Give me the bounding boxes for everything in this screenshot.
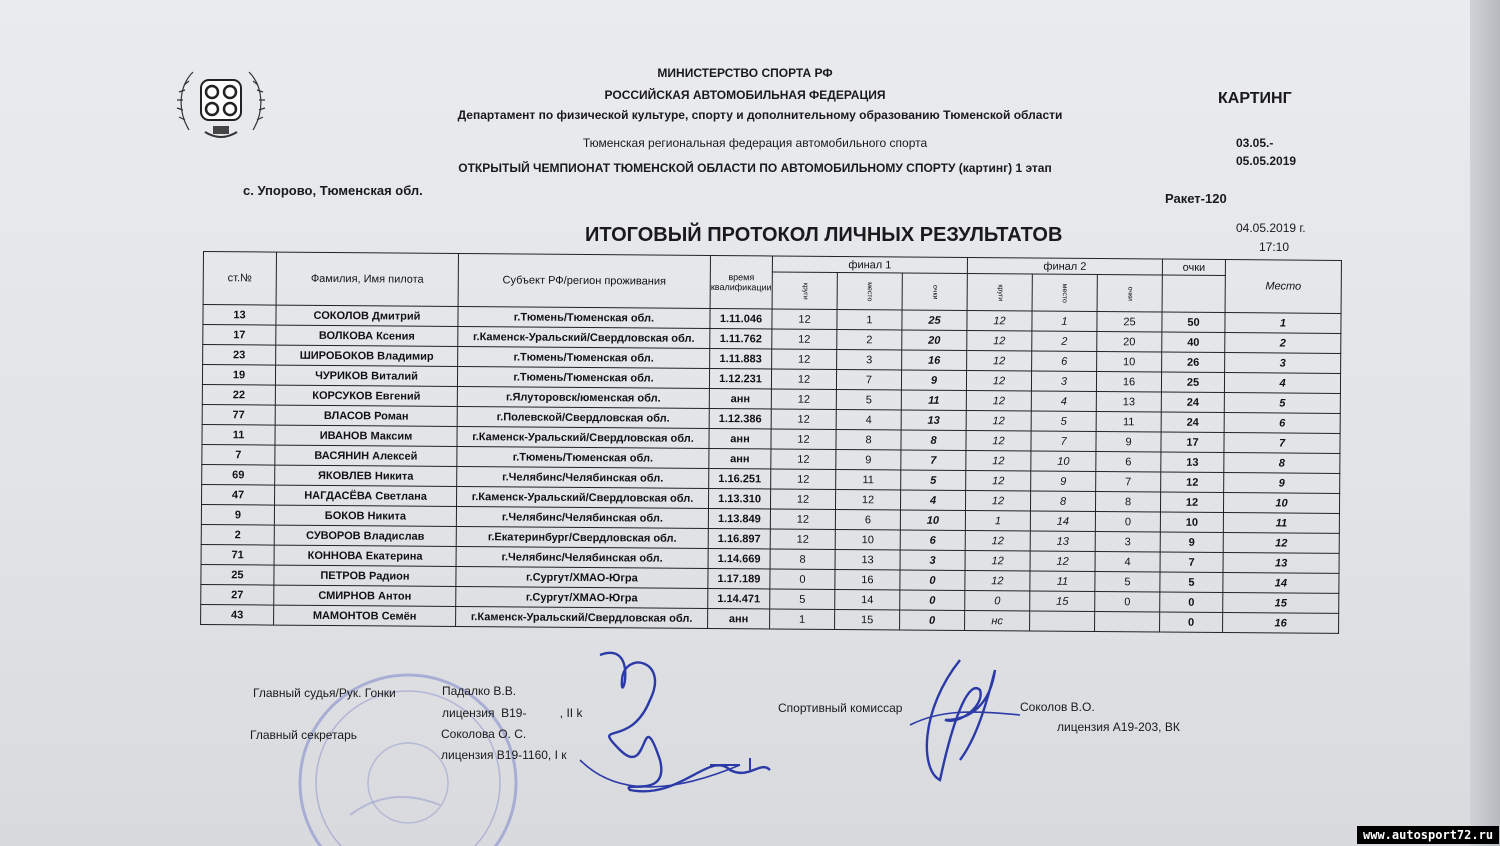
cell-place: 14 bbox=[1223, 573, 1339, 594]
cell-points: 26 bbox=[1162, 352, 1225, 372]
cell-place: 9 bbox=[1224, 473, 1340, 494]
cell-place: 11 bbox=[1223, 513, 1339, 534]
cell-place: 3 bbox=[1225, 353, 1341, 374]
cell-points: 17 bbox=[1161, 432, 1224, 452]
cell-name: СМИРНОВ Антон bbox=[274, 585, 456, 606]
cell-f1-laps: 12 bbox=[771, 409, 836, 430]
cell-f2-points: 11 bbox=[1096, 412, 1161, 433]
cell-f1-place: 9 bbox=[836, 449, 901, 470]
commissioner-license: лицензия А19-203, ВК bbox=[1057, 720, 1180, 734]
cell-number: 23 bbox=[203, 345, 276, 366]
cell-qual-time: 1.17.189 bbox=[708, 568, 770, 588]
cell-region: г.Челябинс/Челябинская обл. bbox=[456, 546, 708, 568]
cell-qual-time: анн bbox=[708, 608, 770, 628]
cell-f1-place: 12 bbox=[835, 489, 900, 510]
cell-f2-laps: 12 bbox=[966, 391, 1031, 412]
cell-name: БОКОВ Никита bbox=[274, 505, 456, 526]
commissioner-label: Спортивный комиссар bbox=[778, 701, 903, 715]
f1-place-header: место bbox=[837, 272, 902, 310]
cell-f2-points: 0 bbox=[1095, 592, 1160, 613]
cell-name: ПЕТРОВ Радион bbox=[274, 565, 456, 586]
cell-f2-points: 10 bbox=[1097, 352, 1162, 373]
cell-name: ВЛАСОВ Роман bbox=[275, 405, 457, 426]
cell-region: г.Тюмень/Тюменская обл. bbox=[458, 347, 710, 369]
chief-judge-signature bbox=[560, 640, 800, 840]
cell-f2-points: 5 bbox=[1095, 572, 1160, 593]
cell-f2-laps: 12 bbox=[966, 371, 1031, 392]
cell-f2-place: 10 bbox=[1031, 451, 1096, 472]
cell-f1-laps: 12 bbox=[771, 429, 836, 450]
cell-qual-time: 1.14.471 bbox=[708, 588, 770, 608]
cell-f1-points: 20 bbox=[902, 330, 967, 351]
cell-f2-points: 8 bbox=[1095, 492, 1160, 513]
cell-f2-place bbox=[1030, 611, 1095, 632]
cell-f1-place: 8 bbox=[836, 429, 901, 450]
location-label: с. Упорово, Тюменская обл. bbox=[243, 183, 423, 198]
cell-name: СУВОРОВ Владислав bbox=[274, 525, 456, 546]
col-number-header: ст.№ bbox=[203, 252, 276, 306]
cell-qual-time: 1.11.762 bbox=[710, 328, 772, 348]
cell-region: г.Сургут/ХМАО-Югра bbox=[456, 586, 708, 608]
cell-qual-time: анн bbox=[709, 448, 771, 468]
cell-f1-points: 3 bbox=[900, 550, 965, 571]
cell-points: 12 bbox=[1161, 492, 1224, 512]
cell-qual-time: 1.14.669 bbox=[708, 548, 770, 568]
cell-region: г.Сургут/ХМАО-Югра bbox=[456, 566, 708, 588]
cell-f1-laps: 12 bbox=[772, 329, 837, 350]
f2-laps-header: круги bbox=[967, 274, 1032, 312]
cell-f1-place: 16 bbox=[835, 569, 900, 590]
cell-f1-points: 9 bbox=[901, 370, 966, 391]
cell-f1-place: 7 bbox=[836, 369, 901, 390]
cell-region: г.Ялуторовск/юменская обл. bbox=[457, 387, 709, 409]
cell-f1-laps: 12 bbox=[771, 449, 836, 470]
cell-qual-time: анн bbox=[709, 388, 771, 408]
col-final1-header: финал 1 bbox=[772, 256, 967, 274]
cell-f1-points: 0 bbox=[900, 610, 965, 631]
chief-judge-label: Главный судья/Рук. Гонки bbox=[253, 686, 396, 700]
cell-f1-laps: 5 bbox=[770, 589, 835, 610]
cell-number: 22 bbox=[202, 384, 275, 405]
cell-f1-place: 4 bbox=[836, 409, 901, 430]
cell-f2-place: 13 bbox=[1030, 531, 1095, 552]
cell-f1-laps: 12 bbox=[770, 509, 835, 530]
cell-number: 7 bbox=[202, 444, 275, 465]
cell-f2-place: 8 bbox=[1030, 491, 1095, 512]
cell-points: 0 bbox=[1160, 592, 1223, 612]
cell-f2-laps: 12 bbox=[967, 311, 1032, 332]
cell-qual-time: 1.12.386 bbox=[709, 408, 771, 428]
cell-f1-points: 6 bbox=[900, 530, 965, 551]
cell-f1-points: 0 bbox=[900, 590, 965, 611]
cell-f2-laps: 0 bbox=[965, 590, 1030, 611]
cell-f1-laps: 12 bbox=[772, 349, 837, 370]
cell-f2-laps: 12 bbox=[966, 450, 1031, 471]
cell-f2-laps: 12 bbox=[965, 550, 1030, 571]
cell-number: 47 bbox=[202, 484, 275, 505]
cell-f2-points bbox=[1095, 612, 1160, 633]
chief-judge-license: лицензия В19- , II k bbox=[442, 706, 583, 720]
col-region-header: Субъект РФ/регион проживания bbox=[458, 254, 710, 309]
dates-end: 05.05.2019 bbox=[1236, 154, 1297, 168]
cell-name: ШИРОБОКОВ Владимир bbox=[276, 345, 458, 366]
cell-f1-points: 5 bbox=[901, 470, 966, 491]
dates-start: 03.05.- bbox=[1236, 136, 1274, 150]
cell-points: 40 bbox=[1162, 332, 1225, 352]
cell-place: 4 bbox=[1224, 373, 1340, 394]
secretary-license: лицензия В19-1160, I к bbox=[441, 748, 567, 762]
cell-f1-points: 25 bbox=[902, 310, 967, 331]
cell-f2-laps: 12 bbox=[967, 351, 1032, 372]
f1-laps-header: круги bbox=[772, 272, 837, 310]
cell-region: г.Каменск-Уральский/Свердловская обл. bbox=[458, 327, 710, 349]
col-final2-header: финал 2 bbox=[967, 258, 1162, 276]
cell-name: ЯКОВЛЕВ Никита bbox=[275, 465, 457, 486]
cell-f1-place: 3 bbox=[837, 349, 902, 370]
cell-f1-points: 4 bbox=[900, 490, 965, 511]
department-title: Департамент по физической культуре, спорту и дополнительному образованию Тюменской области bbox=[457, 108, 1063, 122]
f2-place-header: место bbox=[1032, 274, 1097, 312]
cell-name: ВАСЯНИН Алексей bbox=[275, 445, 457, 466]
cell-qual-time: 1.11.046 bbox=[710, 308, 772, 328]
cell-f1-laps: 12 bbox=[772, 309, 837, 330]
cell-f1-laps: 1 bbox=[770, 609, 835, 630]
cell-place: 16 bbox=[1223, 613, 1339, 634]
cell-qual-time: анн bbox=[709, 428, 771, 448]
col-name-header: Фамилия, Имя пилота bbox=[276, 252, 458, 306]
secretary-label: Главный секретарь bbox=[250, 728, 357, 742]
cell-f1-points: 10 bbox=[900, 510, 965, 531]
cell-name: ВОЛКОВА Ксения bbox=[276, 325, 458, 346]
cell-number: 2 bbox=[201, 524, 274, 545]
cell-f1-points: 7 bbox=[901, 450, 966, 471]
cell-points: 10 bbox=[1160, 512, 1223, 532]
cell-place: 2 bbox=[1225, 333, 1341, 354]
col-qual-header: время квалификации bbox=[710, 255, 772, 308]
protocol-title: ИТОГОВЫЙ ПРОТОКОЛ ЛИЧНЫХ РЕЗУЛЬТАТОВ bbox=[585, 224, 1063, 246]
cell-name: НАГДАСЁВА Светлана bbox=[275, 485, 457, 506]
chief-judge-name: Падалко В.В. bbox=[442, 684, 517, 698]
cell-f2-place: 5 bbox=[1031, 411, 1096, 432]
cell-f2-laps: 12 bbox=[966, 470, 1031, 491]
col-place-header: Место bbox=[1225, 260, 1341, 314]
cell-f2-points: 3 bbox=[1095, 532, 1160, 553]
cell-f2-place: 11 bbox=[1030, 571, 1095, 592]
cell-place: 5 bbox=[1224, 393, 1340, 414]
results-table bbox=[200, 251, 1342, 634]
cell-place: 1 bbox=[1225, 313, 1341, 334]
regional-federation-title: Тюменская региональная федерация автомобильного спорта bbox=[582, 136, 928, 150]
raf-emblem-logo bbox=[175, 60, 267, 148]
cell-points: 24 bbox=[1161, 412, 1224, 432]
cell-f2-laps: нс bbox=[965, 610, 1030, 631]
cell-name: СОКОЛОВ Дмитрий bbox=[276, 305, 458, 326]
cell-number: 11 bbox=[202, 424, 275, 445]
cell-place: 10 bbox=[1224, 493, 1340, 514]
cell-number: 71 bbox=[201, 544, 274, 565]
cell-f2-laps: 12 bbox=[965, 530, 1030, 551]
cell-f2-points: 9 bbox=[1096, 432, 1161, 453]
cell-region: г.Тюмень/Тюменская обл. bbox=[458, 307, 710, 329]
cell-points: 5 bbox=[1160, 572, 1223, 592]
cell-qual-time: 1.12.231 bbox=[709, 368, 771, 388]
championship-title: ОТКРЫТЫЙ ЧЕМПИОНАТ ТЮМЕНСКОЙ ОБЛАСТИ ПО АВТОМОБИЛЬНОМУ СПОРТУ (картинг) 1 этап bbox=[458, 161, 1052, 175]
ministry-title: МИНИСТЕРСТВО СПОРТА РФ bbox=[657, 66, 833, 80]
cell-f2-laps: 12 bbox=[966, 490, 1031, 511]
cell-f2-laps: 12 bbox=[966, 430, 1031, 451]
protocol-date: 04.05.2019 г. bbox=[1236, 221, 1306, 235]
cell-f1-laps: 0 bbox=[770, 569, 835, 590]
cell-place: 12 bbox=[1223, 533, 1339, 554]
cell-name: ИВАНОВ Максим bbox=[275, 425, 457, 446]
cell-region: г.Полевской/Свердловская обл. bbox=[457, 407, 709, 429]
cell-region: г.Челябинс/Челябинская обл. bbox=[456, 506, 708, 528]
discipline-label: КАРТИНГ bbox=[1218, 90, 1292, 107]
cell-qual-time: 1.11.883 bbox=[710, 348, 772, 368]
cell-place: 7 bbox=[1224, 433, 1340, 454]
cell-f1-laps: 12 bbox=[770, 489, 835, 510]
cell-qual-time: 1.16.251 bbox=[709, 468, 771, 488]
cell-points: 0 bbox=[1160, 612, 1223, 632]
cell-f2-points: 13 bbox=[1096, 392, 1161, 413]
cell-f1-laps: 12 bbox=[771, 389, 836, 410]
cell-f2-laps: 12 bbox=[965, 570, 1030, 591]
cell-f1-place: 6 bbox=[835, 509, 900, 530]
cell-points: 24 bbox=[1161, 392, 1224, 412]
cell-f2-place: 2 bbox=[1032, 331, 1097, 352]
cell-f1-laps: 8 bbox=[770, 549, 835, 570]
commissioner-name: Соколов В.О. bbox=[1020, 700, 1095, 714]
cell-f1-place: 15 bbox=[835, 609, 900, 630]
cell-region: г.Каменск-Уральский/Свердловская обл. bbox=[457, 486, 709, 508]
cell-f1-laps: 12 bbox=[770, 529, 835, 550]
cell-region: г.Челябинс/Челябинская обл. bbox=[457, 467, 709, 489]
cell-f1-points: 8 bbox=[901, 430, 966, 451]
cell-name: ЧУРИКОВ Виталий bbox=[275, 365, 457, 386]
cell-points: 50 bbox=[1162, 312, 1225, 332]
cell-f2-points: 0 bbox=[1095, 512, 1160, 533]
cell-f1-place: 13 bbox=[835, 549, 900, 570]
cell-qual-time: 1.13.849 bbox=[708, 508, 770, 528]
cell-f1-place: 11 bbox=[836, 469, 901, 490]
cell-f1-points: 11 bbox=[901, 390, 966, 411]
cell-f2-points: 6 bbox=[1096, 452, 1161, 473]
cell-f1-place: 10 bbox=[835, 529, 900, 550]
cell-f2-laps: 12 bbox=[966, 410, 1031, 431]
class-label: Ракет-120 bbox=[1165, 191, 1227, 206]
commissioner-signature bbox=[900, 650, 1040, 790]
cell-f1-laps: 12 bbox=[771, 369, 836, 390]
protocol-time: 17:10 bbox=[1259, 240, 1290, 254]
cell-number: 69 bbox=[202, 464, 275, 485]
cell-f1-points: 0 bbox=[900, 570, 965, 591]
cell-points: 13 bbox=[1161, 452, 1224, 472]
cell-place: 13 bbox=[1223, 553, 1339, 574]
cell-f2-points: 25 bbox=[1097, 312, 1162, 333]
cell-f2-place: 9 bbox=[1031, 471, 1096, 492]
cell-points: 25 bbox=[1161, 372, 1224, 392]
cell-number: 25 bbox=[201, 564, 274, 585]
cell-number: 27 bbox=[201, 584, 274, 605]
cell-region: г.Каменск-Уральский/Свердловская обл. bbox=[456, 606, 708, 628]
results-table-body bbox=[201, 305, 1342, 634]
cell-f2-place: 12 bbox=[1030, 551, 1095, 572]
cell-place: 15 bbox=[1223, 593, 1339, 614]
cell-number: 17 bbox=[203, 325, 276, 346]
cell-name: МАМОНТОВ Семён bbox=[274, 605, 456, 626]
cell-points: 9 bbox=[1160, 532, 1223, 552]
desk-edge bbox=[1470, 0, 1500, 846]
cell-f2-place: 15 bbox=[1030, 591, 1095, 612]
cell-region: г.Тюмень/Тюменская обл. bbox=[457, 367, 709, 389]
cell-name: КОРСУКОВ Евгений bbox=[275, 385, 457, 406]
cell-f1-place: 5 bbox=[836, 389, 901, 410]
cell-f1-points: 13 bbox=[901, 410, 966, 431]
cell-number: 9 bbox=[201, 504, 274, 525]
cell-f2-place: 6 bbox=[1032, 351, 1097, 372]
cell-f2-points: 4 bbox=[1095, 552, 1160, 573]
cell-f1-laps: 12 bbox=[771, 469, 836, 490]
cell-f1-place: 1 bbox=[837, 309, 902, 330]
cell-points: 7 bbox=[1160, 552, 1223, 572]
cell-number: 19 bbox=[202, 365, 275, 386]
cell-f2-place: 1 bbox=[1032, 311, 1097, 332]
secretary-name: Соколова О. С. bbox=[441, 727, 527, 741]
cell-f1-points: 16 bbox=[902, 350, 967, 371]
col-points-header: очки bbox=[1162, 259, 1225, 275]
cell-number: 77 bbox=[202, 404, 275, 425]
cell-points: 12 bbox=[1161, 472, 1224, 492]
cell-qual-time: 1.13.310 bbox=[708, 488, 770, 508]
site-watermark: www.autosport72.ru bbox=[1357, 826, 1499, 844]
cell-f2-place: 7 bbox=[1031, 431, 1096, 452]
f1-points-header: очки bbox=[902, 273, 967, 311]
cell-region: г.Каменск-Уральский/Свердловская обл. bbox=[457, 427, 709, 449]
cell-place: 8 bbox=[1224, 453, 1340, 474]
cell-number: 13 bbox=[203, 305, 276, 326]
cell-f1-place: 14 bbox=[835, 589, 900, 610]
cell-number: 43 bbox=[201, 604, 274, 625]
cell-f2-laps: 1 bbox=[965, 510, 1030, 531]
cell-f2-place: 3 bbox=[1031, 371, 1096, 392]
f2-points-header: очки bbox=[1097, 275, 1162, 313]
cell-f2-points: 20 bbox=[1097, 332, 1162, 353]
cell-f1-place: 2 bbox=[837, 329, 902, 350]
points-subheader-empty bbox=[1162, 275, 1225, 312]
cell-f2-points: 16 bbox=[1096, 372, 1161, 393]
cell-region: г.Екатеринбург/Свердловская обл. bbox=[456, 526, 708, 548]
cell-qual-time: 1.16.897 bbox=[708, 528, 770, 548]
cell-place: 6 bbox=[1224, 413, 1340, 434]
cell-region: г.Тюмень/Тюменская обл. bbox=[457, 447, 709, 469]
cell-f2-place: 14 bbox=[1030, 511, 1095, 532]
cell-f2-points: 7 bbox=[1096, 472, 1161, 493]
cell-f2-laps: 12 bbox=[967, 331, 1032, 352]
federation-title: РОССИЙСКАЯ АВТОМОБИЛЬНАЯ ФЕДЕРАЦИЯ bbox=[604, 88, 886, 102]
cell-name: КОННОВА Екатерина bbox=[274, 545, 456, 566]
cell-f2-place: 4 bbox=[1031, 391, 1096, 412]
